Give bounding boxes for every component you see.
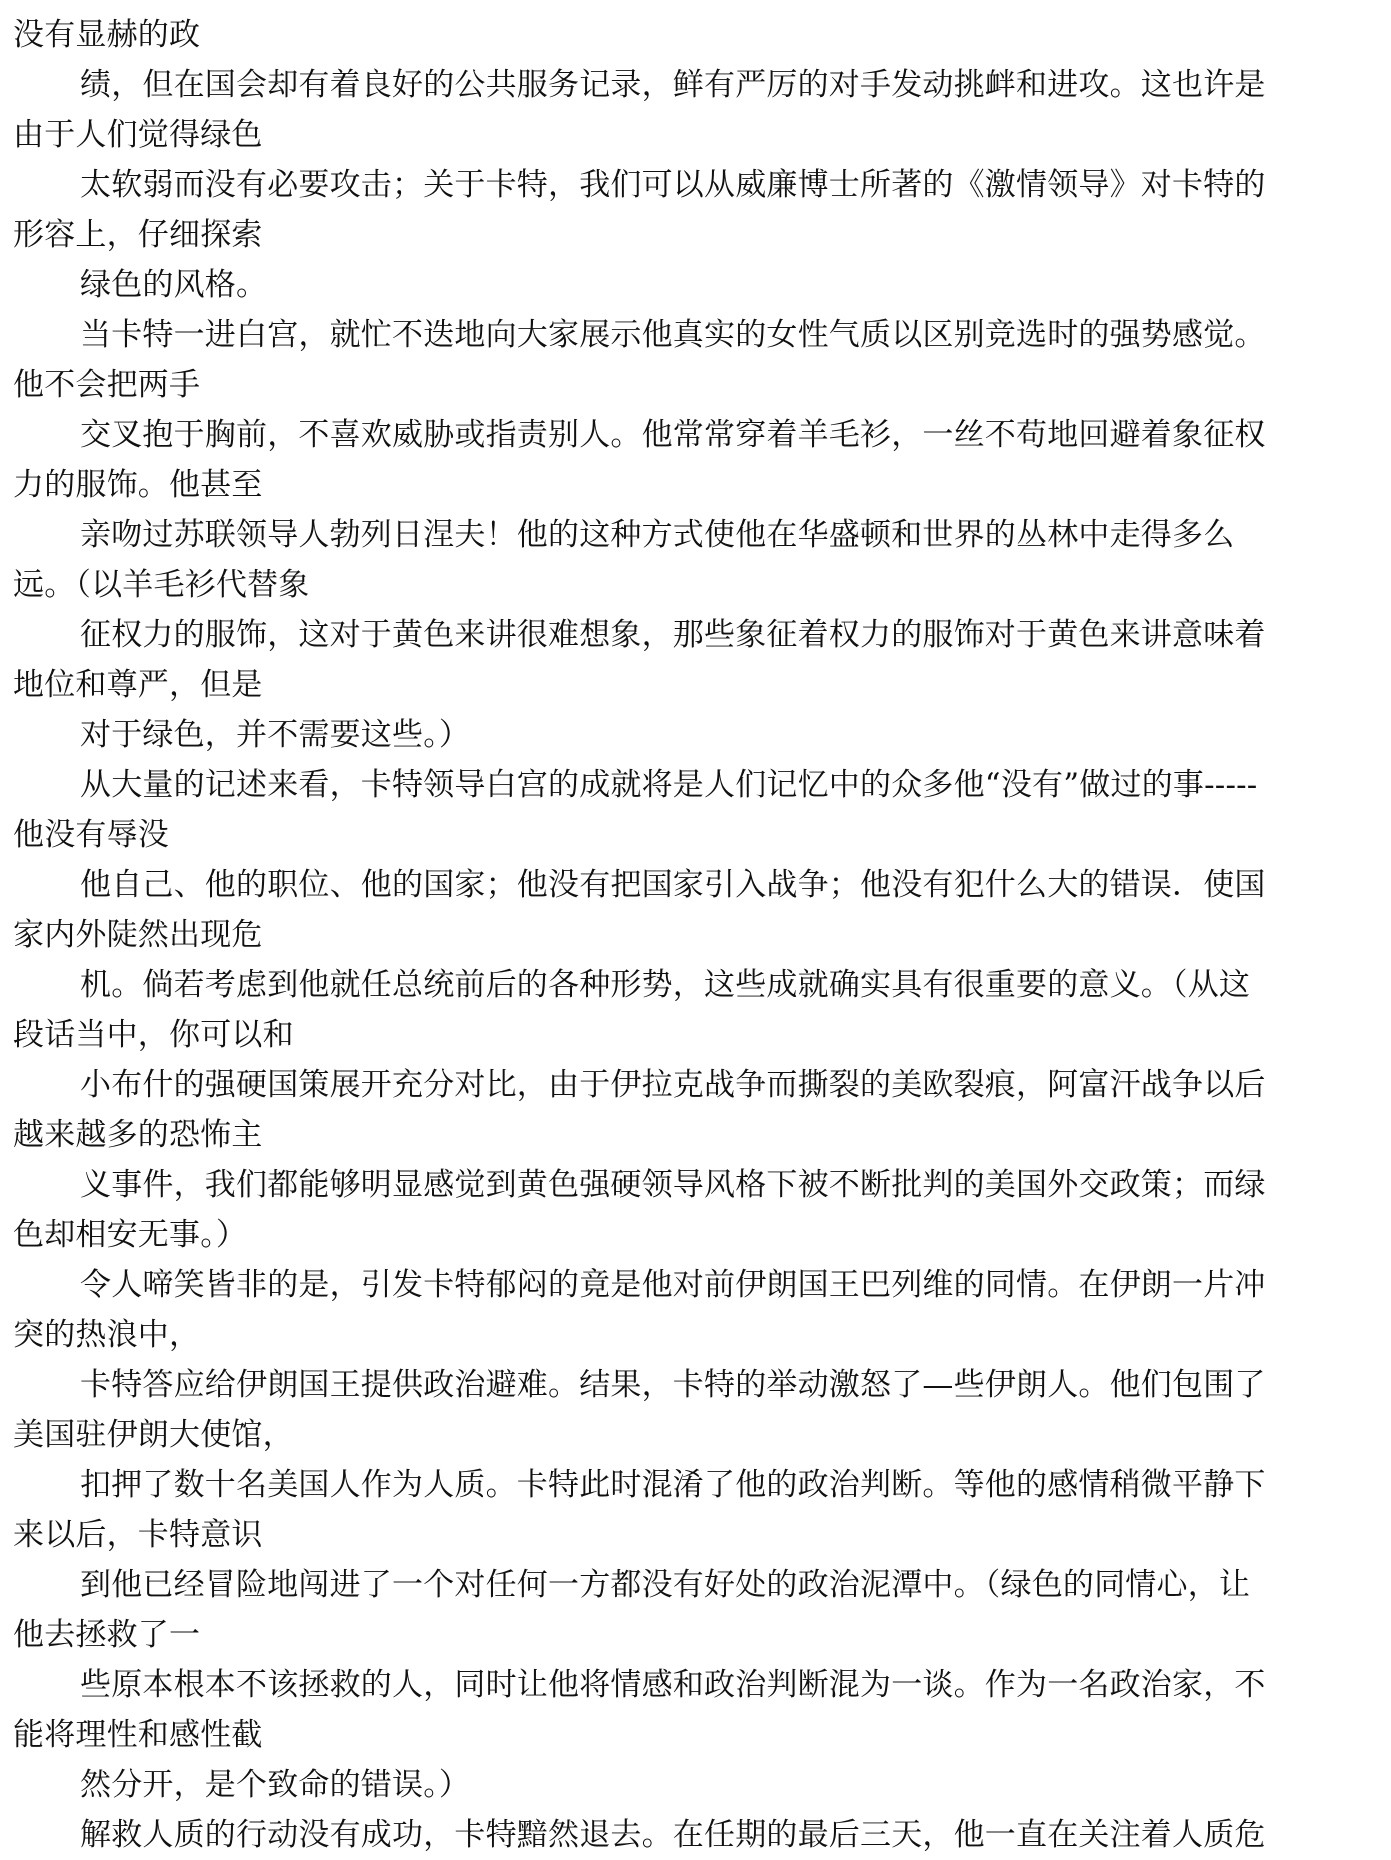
text-line: 当卡特一进白宫，就忙不迭地向大家展示他真实的女性气质以区别竞选时的强势感觉。 xyxy=(80,317,1266,353)
text-line: 然分开，是个致命的错误。） xyxy=(80,1767,471,1803)
text-line: 对于绿色，并不需要这些。） xyxy=(80,717,471,753)
text-line: 交叉抱于胸前，不喜欢威胁或指责别人。他常常穿着羊毛衫，一丝不苟地回避着象征权 xyxy=(80,417,1266,453)
text-line: 家内外陡然出现危 xyxy=(13,917,263,953)
text-line: 小布什的强硬国策展开充分对比，由于伊拉克战争而撕裂的美欧裂痕，阿富汗战争以后 xyxy=(80,1067,1266,1103)
text-line: 太软弱而没有必要攻击；关于卡特，我们可以从威廉博士所著的《激情领导》对卡特的 xyxy=(80,167,1266,203)
text-line: 越来越多的恐怖主 xyxy=(13,1117,263,1153)
text-line: 到他已经冒险地闯进了一个对任何一方都没有好处的政治泥潭中。（绿色的同情心，让 xyxy=(80,1567,1251,1603)
text-line: 段话当中，你可以和 xyxy=(13,1017,294,1053)
text-line: 机。倘若考虑到他就任总统前后的各种形势，这些成就确实具有很重要的意义。（从这 xyxy=(80,967,1251,1003)
text-line: 些原本根本不该拯救的人，同时让他将情感和政治判断混为一谈。作为一名政治家，不 xyxy=(80,1667,1266,1703)
text-line: 令人啼笑皆非的是，引发卡特郁闷的竟是他对前伊朗国王巴列维的同情。在伊朗一片冲 xyxy=(80,1267,1266,1303)
text-line: 征权力的服饰，这对于黄色来讲很难想象，那些象征着权力的服饰对于黄色来讲意味着 xyxy=(80,617,1266,653)
text-line: 他没有辱没 xyxy=(13,817,169,853)
text-line: 卡特答应给伊朗国王提供政治避难。结果，卡特的举动激怒了—些伊朗人。他们包围了 xyxy=(80,1367,1266,1403)
text-line: 能将理性和感性截 xyxy=(13,1717,263,1753)
text-line: 绿色的风格。 xyxy=(80,267,268,303)
text-line: 亲吻过苏联领导人勃列日涅夫！他的这种方式使他在华盛顿和世界的丛林中走得多么 xyxy=(80,517,1235,553)
text-line: 解救人质的行动没有成功，卡特黯然退去。在任期的最后三天，他一直在关注着人质危 xyxy=(80,1817,1266,1853)
text-line: 来以后，卡特意识 xyxy=(13,1517,263,1553)
text-line: 义事件，我们都能够明显感觉到黄色强硬领导风格下被不断批判的美国外交政策；而绿 xyxy=(80,1167,1266,1203)
text-line: 没有显赫的政 xyxy=(13,17,201,53)
text-line: 色却相安无事。） xyxy=(13,1217,248,1253)
text-line: 由于人们觉得绿色 xyxy=(13,117,263,153)
text-line: 力的服饰。他甚至 xyxy=(13,467,263,503)
text-line: 扣押了数十名美国人作为人质。卡特此时混淆了他的政治判断。等他的感情稍微平静下 xyxy=(80,1467,1266,1503)
text-line: 远。（以羊毛衫代替象 xyxy=(13,567,310,603)
text-line: 美国驻伊朗大使馆， xyxy=(13,1417,294,1453)
text-line: 绩，但在国会却有着良好的公共服务记录，鲜有严厉的对手发动挑衅和进攻。这也许是 xyxy=(80,67,1266,103)
text-line: 形容上，仔细探索 xyxy=(13,217,263,253)
text-line: 他自己、他的职位、他的国家；他没有把国家引入战争；他没有犯什么大的错误．使国 xyxy=(80,867,1266,903)
text-line: 他不会把两手 xyxy=(13,367,201,403)
text-line: 突的热浪中， xyxy=(13,1317,201,1353)
text-line: 从大量的记述来看，卡特领导白宫的成就将是人们记忆中的众多他“没有”做过的事----- xyxy=(80,767,1258,803)
text-line: 地位和尊严，但是 xyxy=(13,667,263,703)
text-line: 他去拯救了一 xyxy=(13,1617,201,1653)
